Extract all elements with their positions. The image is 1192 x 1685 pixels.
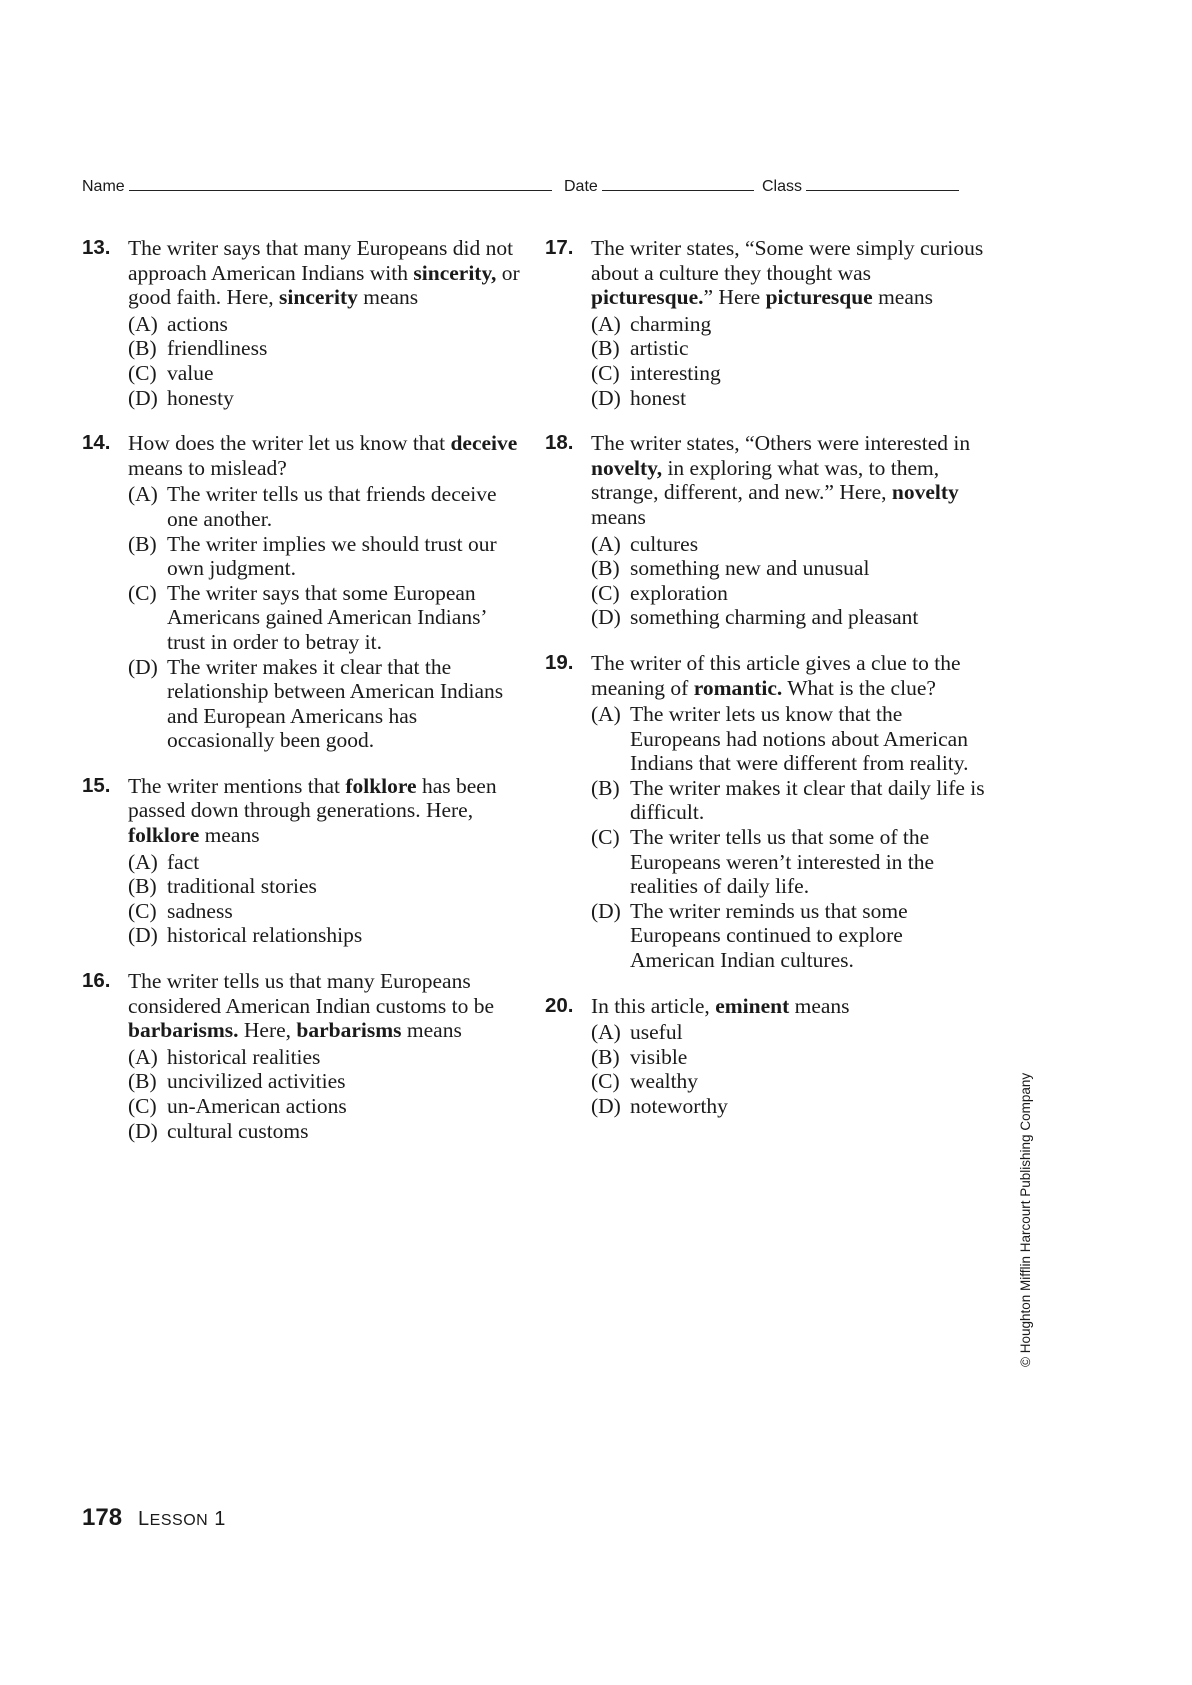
vocabulary-word: sincerity [279,285,358,310]
option-text: artistic [630,336,689,361]
answer-option[interactable] [128,874,522,899]
answer-options [128,850,522,948]
question-number: 19. [545,650,574,674]
option-text: historical realities [167,1044,321,1069]
answer-option[interactable] [591,702,985,776]
answer-option[interactable] [128,581,522,655]
option-text: friendliness [167,336,268,361]
option-letter: (A) [591,311,621,336]
question-number: 13. [82,236,111,259]
question-text-run: Here, [238,1018,297,1043]
option-letter: (D) [591,605,621,630]
answer-option[interactable] [128,532,522,581]
answer-option[interactable] [591,1045,985,1070]
question-text-run: means [357,285,419,310]
answer-option[interactable] [128,386,522,411]
option-letter: (A) [591,1020,621,1045]
option-text: The writer reminds us that some Europeans continued to explore American Indian cultures. [630,898,908,973]
option-text: traditional stories [167,874,317,899]
option-text: something charming and pleasant [630,605,919,630]
answer-option[interactable] [591,312,985,337]
option-text: The writer lets us know that the Europeans had notions about American Indians that were different from reality. [630,702,969,776]
vocabulary-word: barbarisms. [128,1018,239,1043]
question [545,236,985,410]
name-field [82,176,552,196]
question-text [128,969,522,1043]
question [82,774,522,948]
question-text [128,236,522,310]
option-letter: (B) [128,1069,157,1094]
option-text: The writer tells us that some of the Europeans weren’t interested in the realities of daily life. [630,825,935,899]
option-text: value [167,360,214,385]
question-text-run: In this article, [591,993,716,1018]
question-number: 18. [545,431,574,455]
option-letter: (D) [591,1094,621,1118]
option-letter: (A) [128,482,158,507]
option-letter: (B) [591,1044,620,1069]
question-number: 14. [82,431,111,455]
lesson-label: LESSON 1 [138,1508,226,1530]
question-stem [545,431,985,529]
option-letter: (A) [591,531,621,556]
date-label: Date [564,178,598,195]
page-footer [82,1504,226,1532]
answer-option[interactable] [591,556,985,581]
vocabulary-word: sincerity, [413,260,497,285]
answer-option[interactable] [128,361,522,386]
answer-option[interactable] [591,825,985,899]
question [82,236,522,410]
answer-option[interactable] [591,1094,985,1119]
question-text-run: means [872,285,934,310]
question-text [128,774,522,848]
option-letter: (D) [591,385,621,410]
vocabulary-word: picturesque. [591,285,704,310]
question [82,431,522,753]
header-fields [82,176,962,200]
question [545,431,985,630]
vocabulary-word: barbarisms [296,1018,402,1043]
question-text [591,994,985,1019]
answer-option[interactable] [591,1020,985,1045]
question-number: 17. [545,236,574,259]
class-label: Class [762,178,803,195]
vocabulary-word: picturesque [765,285,873,310]
option-text: honesty [167,385,234,410]
option-text: The writer implies we should trust our own judgment. [167,531,497,581]
option-text: uncivilized activities [167,1069,346,1094]
name-blank-line[interactable] [129,176,552,191]
answer-option[interactable] [591,361,985,386]
option-letter: (B) [591,556,620,581]
answer-option[interactable] [591,581,985,606]
question-stem [545,994,985,1019]
option-letter: (A) [128,849,158,874]
option-letter: (B) [128,874,157,899]
question-text-run: has been passed down through generations. Here, [128,773,497,823]
answer-option[interactable] [591,386,985,411]
question [545,651,985,973]
answer-options [591,532,985,630]
option-text: exploration [630,580,728,605]
question-number: 20. [545,993,574,1017]
option-letter: (C) [128,1094,157,1118]
option-text: charming [630,311,712,336]
copyright-notice: © Houghton Mifflin Harcourt Publishing Company [1018,1072,1033,1367]
vocabulary-word: deceive [450,431,518,456]
option-text: The writer makes it clear that daily life is difficult. [630,775,985,825]
option-letter: (C) [591,1069,620,1094]
option-letter: (C) [591,825,620,850]
answer-options [591,312,985,410]
answer-option[interactable] [128,655,522,753]
option-text: sadness [167,898,233,923]
option-text: visible [630,1044,688,1069]
answer-option[interactable] [128,1069,522,1094]
option-letter: (B) [591,336,620,361]
vocabulary-word: folklore [345,773,417,798]
option-text: The writer makes it clear that the relationship between American Indians and European Americans has occasionally been good. [167,654,504,753]
option-letter: (A) [128,311,158,336]
option-letter: (A) [591,702,621,727]
option-letter: (C) [128,580,157,605]
answer-option[interactable] [128,482,522,531]
option-text: historical relationships [167,923,363,948]
question-stem [545,651,985,700]
option-text: fact [167,849,200,874]
answer-option[interactable] [591,605,985,630]
option-letter: (B) [128,531,157,556]
question-text-run: means [199,823,260,848]
question-number: 16. [82,969,111,993]
option-text: cultures [630,531,699,556]
question-text-run: The writer states, “Others were interested in [591,431,971,456]
question-text-run: The writer of this article gives a clue to the meaning of [591,650,961,700]
question-stem [545,236,985,310]
name-label: Name [82,178,125,195]
question-text-run: The writer mentions that [128,773,346,798]
option-letter: (C) [128,898,157,923]
page-number: 178 [82,1504,123,1531]
question-text-run: in exploring what was, to them, strange, different, and new.” Here, [591,455,940,505]
question-text-run: means [591,504,646,529]
option-letter: (A) [128,1044,158,1069]
question-text-run: The writer tells us that many Europeans considered American Indian customs to be [128,969,494,1018]
option-text: honest [630,385,687,410]
option-text: useful [630,1020,683,1045]
option-text: cultural customs [167,1118,309,1143]
option-letter: (D) [591,898,621,923]
question-text-run: means [789,993,850,1018]
question-text-run: How does the writer let us know that [128,431,451,456]
question-text [591,236,985,310]
option-letter: (D) [128,654,158,679]
answer-option[interactable] [591,532,985,557]
option-letter: (D) [128,923,158,948]
question [82,969,522,1143]
answer-option[interactable] [128,1045,522,1070]
option-text: un-American actions [167,1094,347,1118]
answer-option[interactable] [128,850,522,875]
vocabulary-word: romantic. [693,675,783,700]
option-letter: (B) [591,775,620,800]
option-text: noteworthy [630,1094,728,1118]
option-letter: (C) [591,580,620,605]
option-text: The writer says that some European Americans gained American Indians’ trust in order to betray it. [167,580,486,654]
option-letter: (D) [128,385,158,410]
option-letter: (D) [128,1118,158,1143]
option-text: The writer tells us that friends deceive one another. [167,482,497,531]
date-field [564,176,754,196]
option-text: interesting [630,360,721,385]
answer-option[interactable] [128,336,522,361]
answer-option[interactable] [591,899,985,973]
question-stem [82,774,522,848]
answer-options [128,312,522,410]
answer-option[interactable] [591,776,985,825]
vocabulary-word: folklore [128,823,200,848]
answer-options [591,1020,985,1118]
vocabulary-word: eminent [715,993,790,1018]
question-text-run: The writer says that many Europeans did not approach American Indians with [128,236,514,285]
answer-option[interactable] [128,312,522,337]
question-text-run: or good faith. Here, [128,260,520,310]
question-text [591,651,985,700]
answer-option[interactable] [128,1119,522,1144]
question-text-run: The writer states, “Some were simply curious about a culture they thought was [591,236,984,285]
question-text-run: means [401,1018,462,1043]
right-question-column [545,236,985,1140]
question-stem [82,431,522,480]
question-text [128,431,522,480]
answer-options [591,702,985,973]
option-text: wealthy [630,1069,699,1094]
answer-option[interactable] [591,336,985,361]
vocabulary-word: novelty [891,480,959,505]
answer-option[interactable] [128,1094,522,1119]
option-text: something new and unusual [630,556,870,581]
option-letter: (C) [128,360,157,385]
question-stem [82,236,522,310]
answer-option[interactable] [128,923,522,948]
question [545,994,985,1119]
class-field [762,176,959,196]
date-blank-line[interactable] [602,176,754,191]
option-letter: (B) [128,336,157,361]
left-question-column [82,236,522,1164]
answer-options [128,482,522,753]
question-text-run: ” Here [703,285,766,310]
question-number: 15. [82,773,111,797]
answer-option[interactable] [591,1069,985,1094]
class-blank-line[interactable] [806,176,959,191]
option-letter: (C) [591,360,620,385]
answer-options [128,1045,522,1143]
question-text [591,431,985,529]
answer-option[interactable] [128,899,522,924]
option-text: actions [167,311,228,336]
vocabulary-word: novelty, [591,455,663,480]
question-stem [82,969,522,1043]
question-text-run: means to mislead? [128,455,287,480]
question-text-run: What is the clue? [782,675,936,700]
